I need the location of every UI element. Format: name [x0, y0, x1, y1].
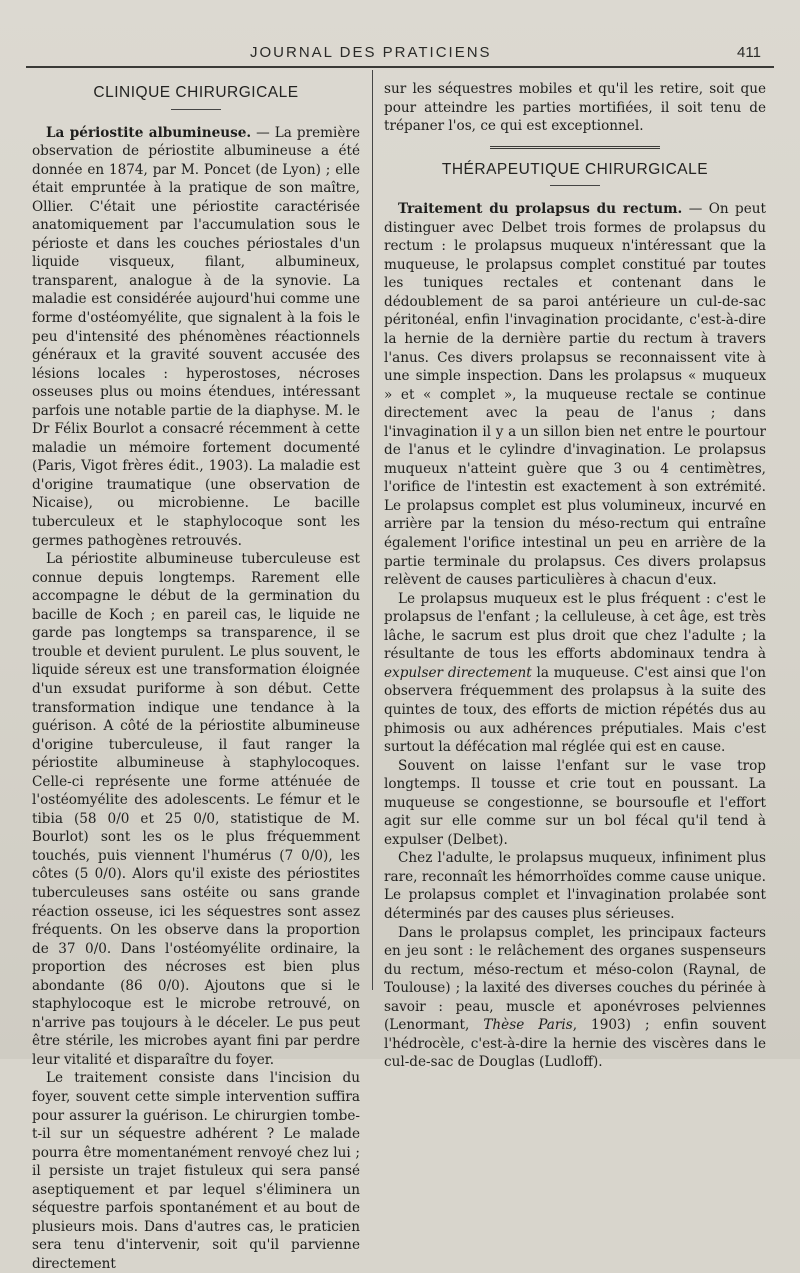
article-prolapsus-p3: Souvent on laisse l'enfant sur le vase trop longtemps. Il tousse et crie tout en poussant. La muqueuse se congestionne, se boursoufle et l'effort agit sur elle comme sur un bol fécal qu'il tend à expulser (Delbet). [384, 757, 766, 848]
paragraph-text: la muqueuse. C'est ainsi que l'on observera fréquemment des prolapsus à la suite des quintes de toux, des efforts de miction répétés dus au phimosis ou aux adhérences préputiales. Mais c'est surtout la défécation mal réglée qui est en cause. [384, 664, 766, 756]
article-periostite-p1 [32, 124, 360, 551]
article-lead: Traitement du prolapsus du rectum. [398, 201, 683, 218]
italic-text: expulser directement [384, 664, 532, 681]
column-divider [372, 70, 373, 990]
article-periostite-p2: La périostite albumineuse tuberculeuse est connue depuis longtemps. Rarement elle accompagne le début de la germination du bacille de Koch ; en pareil cas, le liquide ne garde pas longtemps sa transparence, il se trouble et devient purulent. Le plus souvent, le liquide séreux est une transformation éloignée d'un exsudat puriforme à son début. Cette transformation indique une tendance à la guérison. A côté de la périostite albumineuse d'origine tuberculeuse, il faut ranger la périostite albumineuse à staphylocoques. Celle-ci représente une forme atténuée de l'ostéomyélite des adolescents. Le fémur et le tibia (58 0/0 et 25 0/0, statistique de M. Bourlot) sont les os le plus fréquemment touchés, puis viennent l'humérus (7 0/0), les côtes (5 0/0). Alors qu'il existe des périostites tuberculeuses sans ostéite ou sans grande réaction osseuse, ici les séquestres sont assez fréquents. On les observe dans la proportion de 37 0/0. Dans l'ostéomyélite ordinaire, la proportion des nécroses est bien plus abondante (86 0/0). Ajoutons que si le staphylocoque est le microbe retrouvé, on n'arrive pas toujours à le déceler. Le pus peut être stérile, les microbes ayant fini par perdre leur vitalité et disparaître du foyer. [32, 551, 360, 1068]
left-column [32, 78, 360, 1273]
article-prolapsus-p1 [384, 200, 766, 589]
section-title-clinique: CLINIQUE CHIRURGICALE [93, 84, 299, 101]
paragraph-text: , 1903) ; enfin souvent l'hédrocèle, c'est-à-dire la hernie des viscères dans le cul-de-sac de Douglas (Ludloff). [384, 1017, 767, 1071]
section-rule [171, 109, 221, 110]
paragraph-text: — On peut distinguer avec Delbet trois formes de prolapsus du rectum : le prolapsus muqueux n'intéressant que la muqueuse, le prolapsus complet constitué par toutes les tuniques rectales et contenant dans le dédoublement de sa paroi antérieure un cul-de-sac péritonéal, enfin l'invagination procidante, c'est-à-dire la hernie de la dernière partie du rectum à travers l'anus. Ces divers prolapsus se reconnaissent vite à une simple inspection. Dans les prolapsus « muqueux » et « complet », la muqueuse rectale se continue directement avec la peau de l'anus ; dans l'invagination il y a un sillon bien net entre le pourtour de l'anus et le cylindre d'invagination. Le prolapsus muqueux n'atteint guère que 3 ou 4 centimètres, l'orifice de l'intestin est exactement à son extrémité. Le prolapsus complet est plus volumineux, incurvé en arrière par la tension du méso-rectum qui entraîne également l'orifice intestinal un peu en arrière de la partie terminale du prolapsus. Ces divers prolapsus relèvent de causes particulières à chacun d'eux. [384, 201, 767, 589]
journal-title: JOURNAL DES PRATICIENS [250, 44, 492, 61]
right-column [384, 80, 766, 1072]
italic-text: Thèse Paris [483, 1017, 573, 1034]
paragraph-text: — La première observation de périostite albumineuse a été donnée en 1874, par M. Poncet (de Lyon) ; elle était empruntée à la pratique de son maître, Ollier. C'était une périostite caractérisée anatomiquement par l'accumulation sous le périoste et dans les couches périostales d'un liquide visqueux, filant, albumineux, transparent, analogue à de la synovie. La maladie est considérée aujourd'hui comme une forme d'ostéomyélite, que signalent à la fois le peu d'intensité des phénomènes réactionnels généraux et la gravité souvent accusée des lésions locales : hyperostoses, nécroses osseuses plus ou moins étendues, intéressant parfois une notable partie de la diaphyse. M. le Dr Félix Bourlot a consacré récemment à cette maladie un mémoire fortement documenté (Paris, Vigot frères édit., 1903). La maladie est d'origine traumatique (une observation de Nicaise), ou microbienne. Le bacille tuberculeux et le staphylocoque sont les germes pathogènes retrouvés. [32, 124, 360, 549]
paragraph-text: Le prolapsus muqueux est le plus fréquent : c'est le prolapsus de l'enfant ; la celluleuse, à cet âge, est très lâche, le sacrum est plus droit que chez l'adulte ; la résultante de tous les efforts abdominaux tendra à [384, 590, 766, 663]
section-rule [550, 185, 600, 186]
article-prolapsus-p4: Chez l'adulte, le prolapsus muqueux, infiniment plus rare, reconnaît les hémorrhoïdes comme cause unique. Le prolapsus complet et l'invagination prolabée sont déterminés par des causes plus sérieuses. [384, 850, 766, 922]
header-rule [26, 66, 774, 68]
article-separator [490, 146, 660, 151]
section-title-therapeutique: THÉRAPEUTIQUE CHIRURGICALE [441, 160, 709, 178]
article-periostite-p3: Le traitement consiste dans l'incision du foyer, souvent cette simple intervention suffira pour assurer la guérison. Le chirurgien tombe-t-il sur un séquestre adhérent ? Le malade pourra être momentanément renvoyé chez lui ; il persiste un trajet fistuleux qui sera pansé aseptiquement et par lequel s'éliminera un séquestre parfois spontanément et au bout de plusieurs mois. Dans d'autres cas, le praticien sera tenu d'intervenir, soit qu'il parvienne directement [32, 1070, 360, 1272]
article-prolapsus-p5 [384, 924, 766, 1072]
article-lead: La périostite albumineuse. [46, 124, 252, 141]
paragraph-text: Dans le prolapsus complet, les principaux facteurs en jeu sont : le relâchement des organes suspenseurs du rectum, méso-rectum et méso-colon (Raynal, de Toulouse) ; la laxité des diverses couches du périnée à savoir : peau, muscle et aponévroses pelviennes (Lenormant, [384, 924, 766, 1034]
article-prolapsus-p2 [384, 590, 766, 757]
continuation-paragraph: sur les séquestres mobiles et qu'il les retire, soit que pour atteindre les parties mortifiées, il soit tenu de trépaner l'os, ce qui est exceptionnel. [384, 81, 766, 135]
running-head [0, 44, 800, 64]
page-number: 411 [737, 44, 761, 61]
